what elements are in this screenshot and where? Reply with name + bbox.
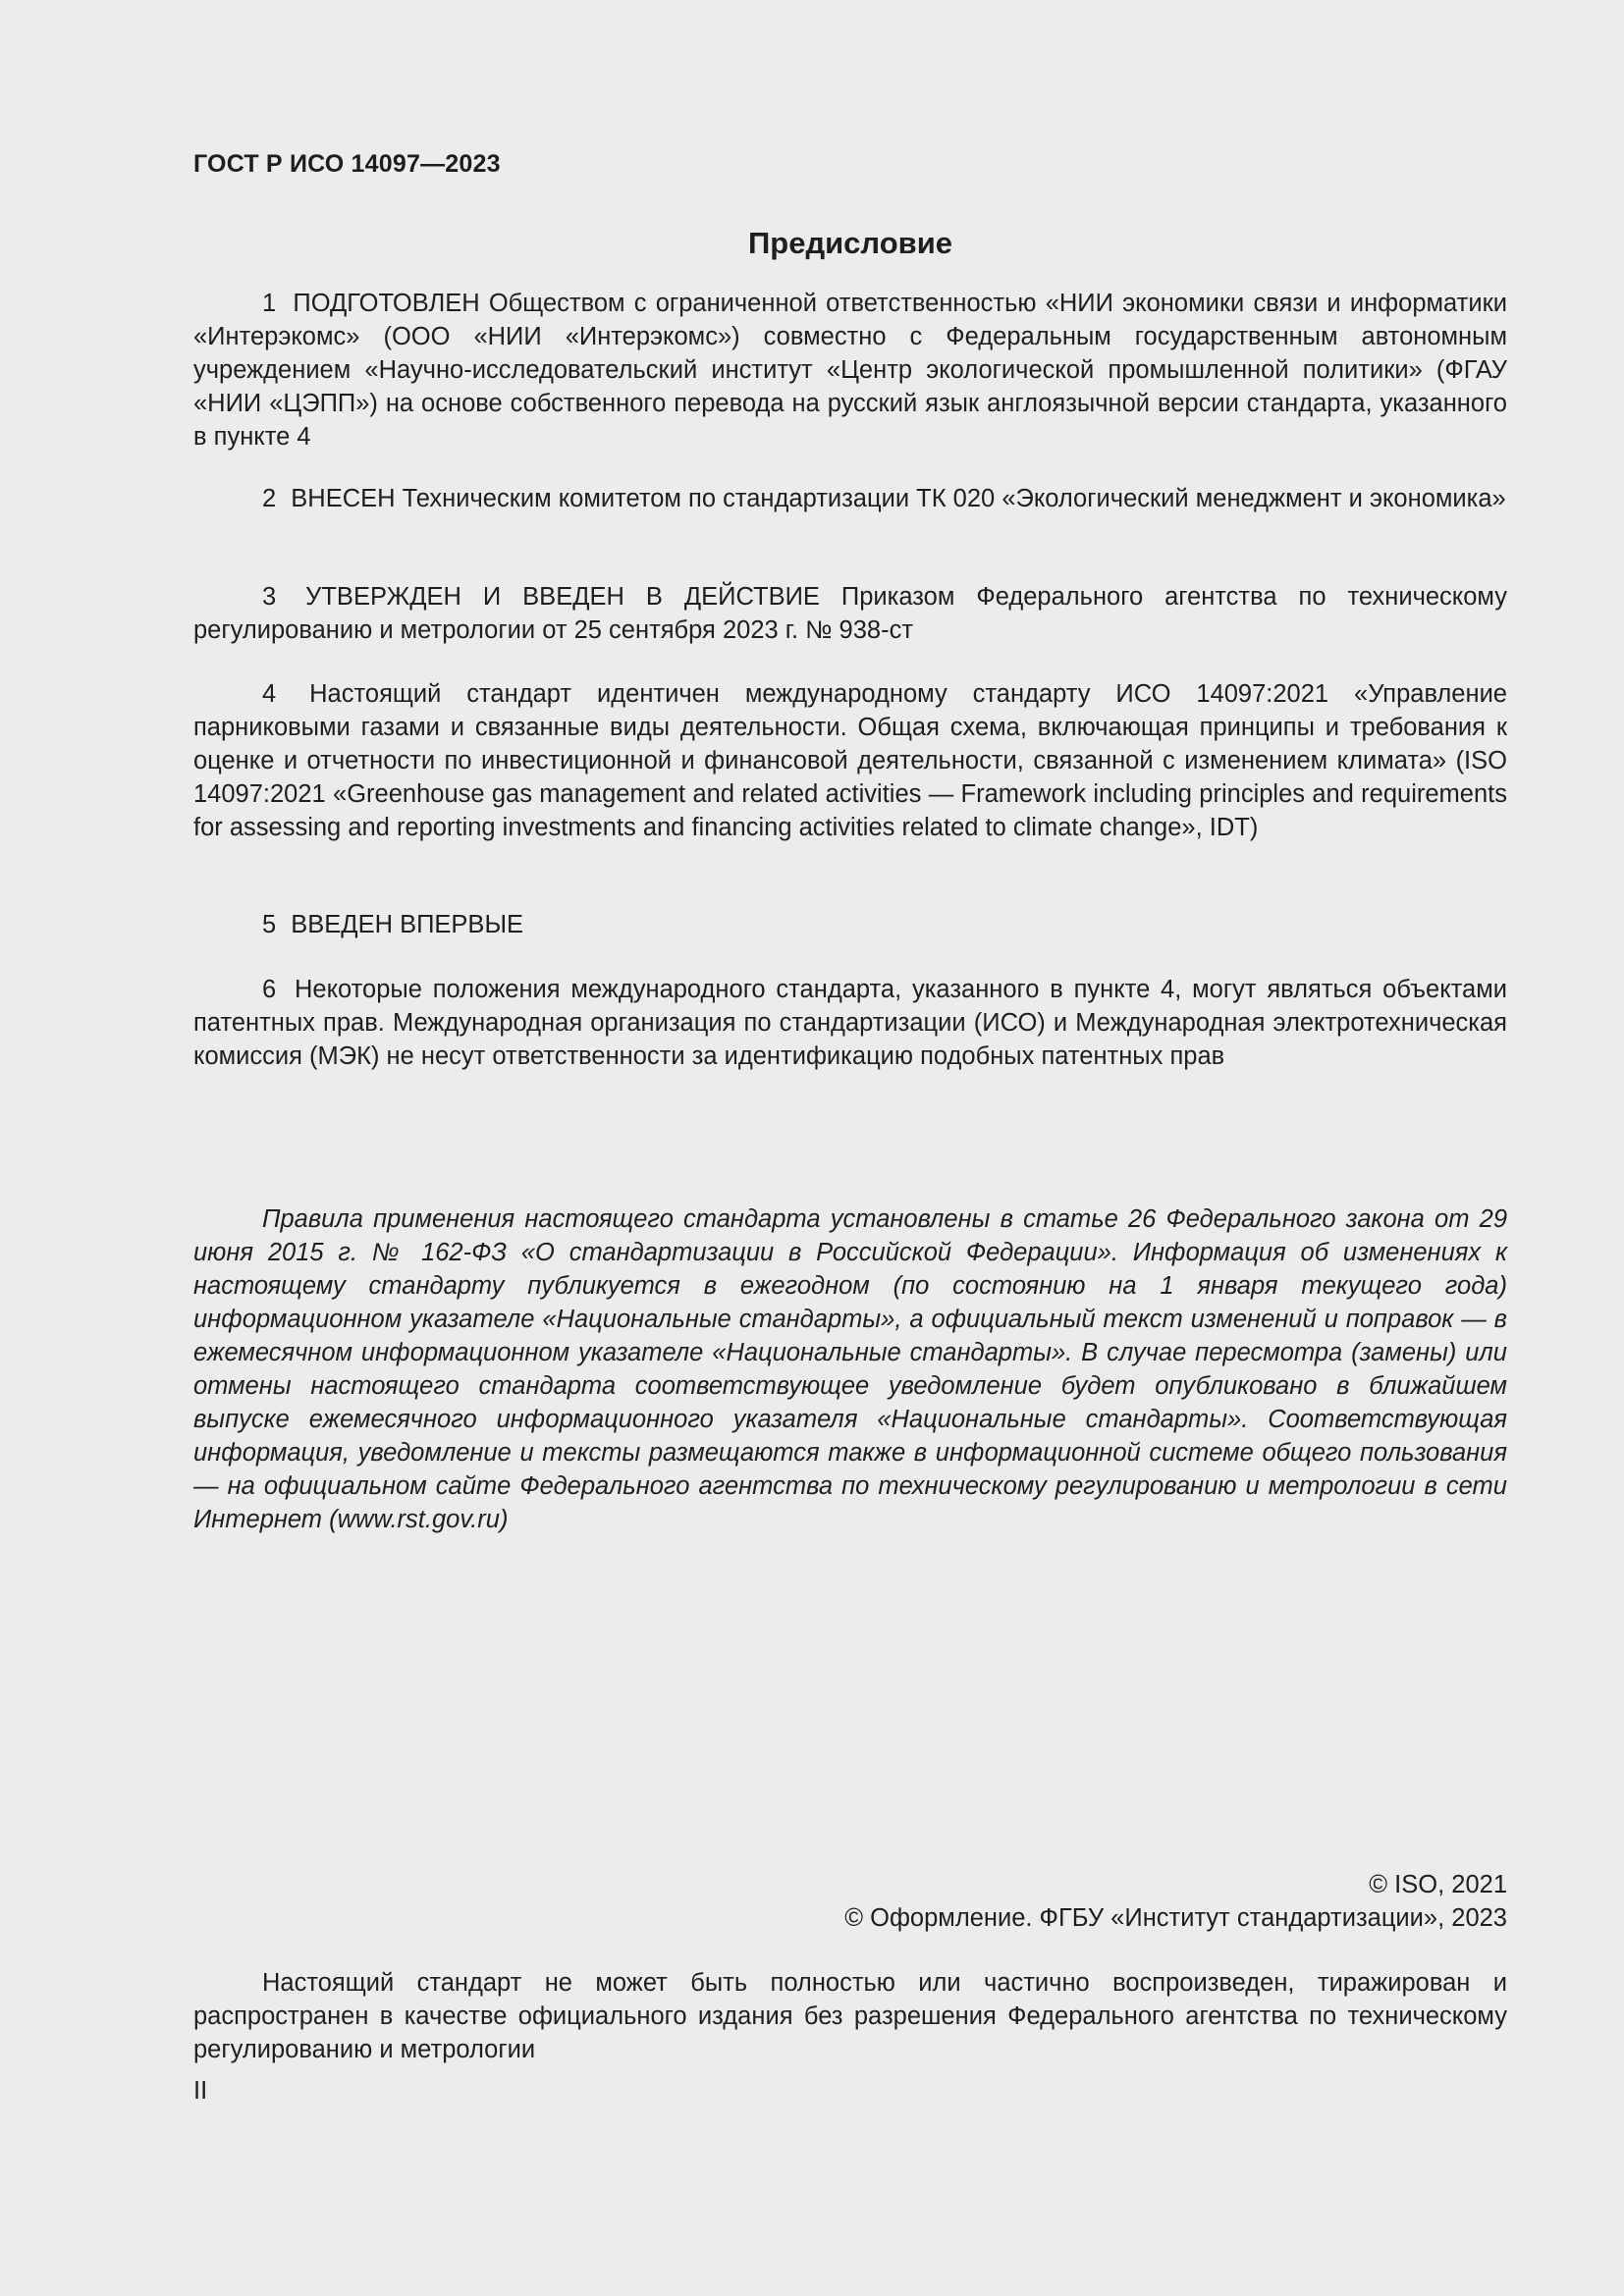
paragraph-5 [193,908,1507,941]
paragraph-text: УТВЕРЖДЕН И ВВЕДЕН В ДЕЙСТВИЕ Приказом Федерального агентства по техническому регулированию и метрологии от 25 сентября 2023 г. № 938-ст [193,583,1507,644]
section-title: Предисловие [747,226,952,260]
paragraph-text: ПОДГОТОВЛЕН Обществом с ограниченной ответственностью «НИИ экономики связи и информатики «Интерэкомс» (ООО «НИИ «Интерэкомс») совместно с Федеральным государственным автономным учреждением «Научно-исследовательский институт «Центр экологической промышленной политики» (ФГАУ «НИИ «ЦЭПП») на основе собственного перевода на русский язык англоязычной версии стандарта, указанного в пункте 4 [193,290,1508,451]
copyright-iso: © ISO, 2021 [1369,1871,1507,1898]
paragraph-4 [193,677,1507,844]
reproduction-notice: Настоящий стандарт не может быть полностью или частично воспроизведен, тиражирован и распространен в качестве официального издания без разрешения Федерального агентства по техническому регулированию и метрологии [193,1969,1507,2063]
paragraph-text: ВВЕДЕН ВПЕРВЫЕ [291,911,524,938]
rules-notice: Правила применения настоящего стандарта установлены в статье 26 Федерального закона от 29 июня 2015 г. № 162-ФЗ «О стандартизации в Российской Федерации». Информация об изменениях к настоящему стандарту публикуется в ежегодном (по состоянию на 1 января текущего года) информационном указателе «Национальные стандарты», а официальный текст изменений и поправок — в ежемесячном информационном указателе «Национальные стандарты». В случае пересмотра (замены) или отмены настоящего стандарта соответствующее уведомление будет опубликовано в ближайшем выпуске ежемесячного информационного указателя «Национальные стандарты». Соответствующая информация, уведомление и тексты размещаются также в информационной системе общего пользования — на официальном сайте Федерального агентства по техническому регулированию и метрологии в сети Интернет (www.rst.gov.ru) [193,1205,1507,1533]
paragraph-number: 6 [262,976,277,1003]
paragraph-6 [193,973,1507,1073]
copyright-block [193,1868,1507,1935]
paragraph-text: Настоящий стандарт идентичен международному стандарту ИСО 14097:2021 «Управление парниковыми газами и связанные виды деятельности. Общая схема, включающая принципы и требования к оценке и отчетности по инвестиционной и финансовой деятельности, связанной с изменением климата» (ISO 14097:2021 «Greenhouse gas management and related activities — Framework including principles and requirements for assessing and reporting investments and financing activities related to climate change», IDT) [193,680,1507,841]
document-code: ГОСТ Р ИСО 14097—2023 [193,150,501,178]
paragraph-number: 3 [262,583,277,611]
paragraph-number: 4 [262,680,277,708]
paragraph-text: Некоторые положения международного стандарта, указанного в пункте 4, могут являться объектами патентных прав. Международная организация по стандартизации (ИСО) и Международная электротехническая комиссия (МЭК) не несут ответственности за идентификацию подобных патентных прав [193,976,1507,1070]
copyright-design: © Оформление. ФГБУ «Институт стандартизации», 2023 [844,1904,1507,1932]
paragraph-3 [193,580,1507,647]
paragraph-number: 5 [262,911,277,938]
paragraph-number: 1 [262,290,277,317]
paragraph-2 [193,482,1507,515]
paragraph-text: ВНЕСЕН Техническим комитетом по стандартизации ТК 020 «Экологический менеджмент и экономика» [291,485,1506,512]
document-page [193,0,1507,2296]
paragraph-1 [193,287,1507,454]
page-number: II [193,2077,208,2105]
paragraph-number: 2 [262,485,277,512]
